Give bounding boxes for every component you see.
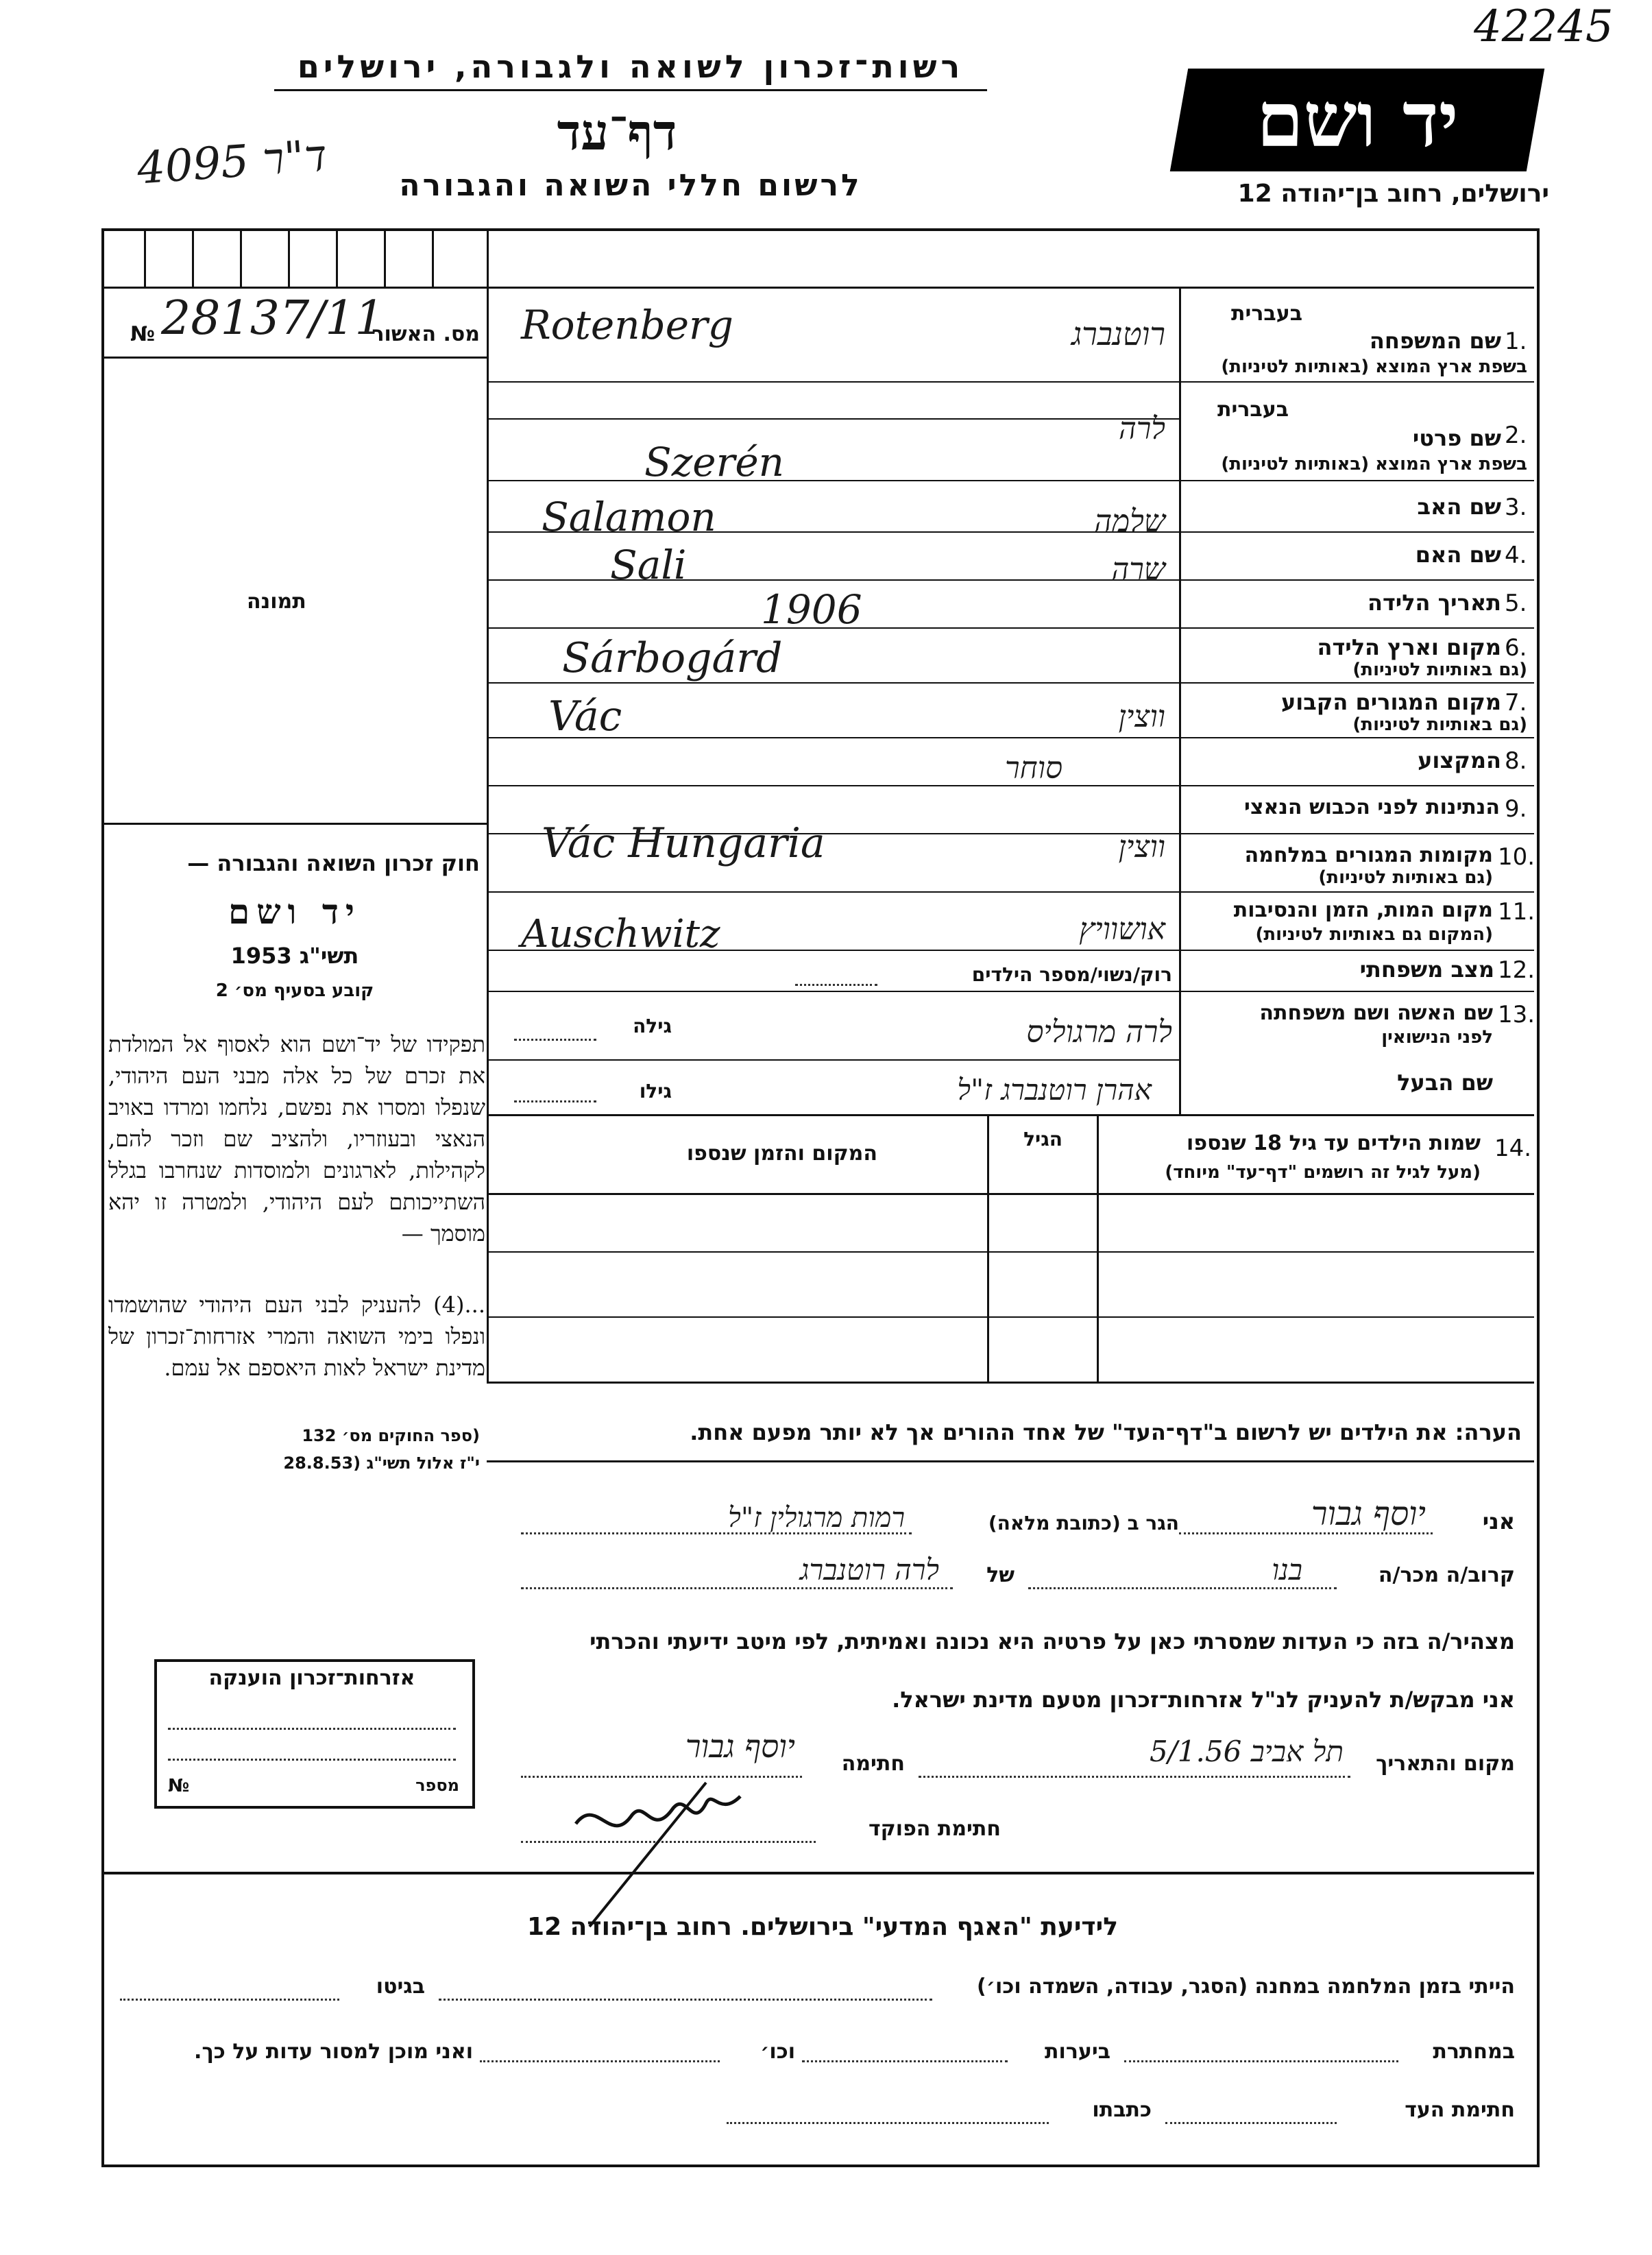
field-9-label: הנתינות לפני הכבוש הנאצי <box>1244 795 1500 819</box>
footer-underground-dots <box>1124 2060 1398 2062</box>
title-underline <box>274 89 987 91</box>
field-5-num: 5. <box>1505 590 1527 617</box>
label-sep-7 <box>1179 737 1534 738</box>
footer-forests-dots <box>802 2060 1008 2062</box>
field-12-inline-label: רוק/נשוי/מספר הילדים <box>971 963 1172 986</box>
field-11-value-hebrew: אושוויץ <box>1079 912 1165 947</box>
law-clause: קובע בסעיף מס׳ 2 <box>215 980 374 1001</box>
registration-no-mark: № <box>130 322 156 346</box>
declaration-statement: מצהיר/ה בזה כי העדות שמסרתי כאן על פרטיה היא נכונה ואמיתית, לפי מיטב ידיעתי והכרתי <box>590 1628 1515 1654</box>
field-11-label: מקום המות, הזמן והנסיבות <box>1233 898 1493 922</box>
place-date-value: תל אביב 5/1.56 <box>1149 1735 1344 1768</box>
label-sep-3 <box>1179 531 1534 533</box>
field-1-num: 1. <box>1505 328 1527 355</box>
footer-forests-label: ביערות <box>1045 2040 1110 2064</box>
footer-etc-label: וכו׳ <box>760 2040 795 2064</box>
footer-ghetto-label: בגיטו <box>376 1975 425 1999</box>
registration-label: מס. האשור <box>372 322 480 346</box>
stamp-no-mark: № <box>168 1776 190 1796</box>
stamp-title: אזרחות־זכרון הוענקה <box>208 1666 415 1690</box>
form-title: דף־עד <box>557 103 677 161</box>
logo-address: ירושלים, רחוב בן־יהודה 12 <box>1237 180 1549 208</box>
footer-address-label: כתבתו <box>1092 2098 1152 2122</box>
footer-address-dots <box>727 2122 1049 2124</box>
children-label: שמות הילדים עד גיל 18 שנספו <box>1187 1131 1481 1155</box>
note-bottom-line <box>487 1460 1534 1462</box>
of-label: של <box>986 1563 1015 1587</box>
field-13-age2-label: גילו <box>639 1080 672 1102</box>
col-divider-main <box>487 231 489 1383</box>
field-2-num: 2. <box>1505 422 1527 449</box>
relation-label: קרוב/ה מכר/ה <box>1378 1563 1515 1587</box>
label-sep-10 <box>1179 891 1534 893</box>
field-12-num: 12. <box>1498 956 1535 984</box>
resides-value: רמות מרגולין ז"ל <box>728 1502 905 1534</box>
children-sub: (מעל לגיל זה רושמים "דף־עד" מיוחד) <box>1165 1162 1481 1183</box>
field-1-value-latin: Rotenberg <box>521 302 733 348</box>
footer-separator <box>104 1872 1534 1874</box>
declarant-label: אני <box>1482 1508 1515 1534</box>
field-3-value-hebrew: שלמה <box>1094 504 1165 539</box>
label-sep-6 <box>1179 682 1534 684</box>
field-13-value-husband: אהרן רוטנברג ז"ל <box>957 1073 1152 1107</box>
field-4-num: 4. <box>1505 542 1527 569</box>
of-value: לרה רוטנברג <box>799 1553 939 1587</box>
field-12-dotted-line <box>795 984 877 986</box>
field-11-sub: (המקום גם באותיות לטיניות) <box>1255 924 1493 945</box>
footer-camp-label: הייתי בזמן המלחמה במחנה (הסגר, עבודה, השמדה וכו׳) <box>977 1975 1515 1999</box>
children-place-col: המקום והזמן שנספו <box>686 1142 877 1166</box>
field-4-value-latin: Sali <box>610 542 687 588</box>
field-10-value-hebrew: ווצין <box>1118 830 1165 865</box>
field-2-value-latin: Szerén <box>644 439 785 485</box>
field-4-value-hebrew: שרה <box>1111 552 1165 587</box>
children-col-2 <box>987 1114 989 1382</box>
footer-witness-sig-dots <box>1165 2122 1337 2124</box>
logo-text: יד ושם <box>1256 75 1459 164</box>
grid-tick-5 <box>336 231 338 287</box>
field-6-label: מקום וארץ הלידה <box>1317 634 1501 660</box>
footer-etc-dots <box>480 2060 720 2062</box>
declaration-request: אני מבקש/ת להעניק לנ"ל אזרחות־זכרון מטעם מדינת ישראל. <box>892 1687 1515 1713</box>
label-sep-12 <box>1179 991 1534 992</box>
label-sep-9 <box>1179 833 1534 834</box>
grid-tick-6 <box>384 231 386 287</box>
children-bottom-line <box>487 1382 1534 1384</box>
field-2-label: שם פרטי <box>1412 425 1501 451</box>
authority-title: רשות־זכרון לשואה ולגבורה, ירושלים <box>297 48 964 85</box>
field-7-value-latin: Vác <box>548 692 622 740</box>
law-year: תשי"ג 1953 <box>230 943 359 969</box>
footer-camp-dots <box>439 1999 932 2001</box>
children-row-1 <box>487 1251 1534 1253</box>
field-13-num: 13. <box>1498 1001 1535 1028</box>
photo-label: תמונה <box>247 590 306 614</box>
children-age-col: הגיל <box>1023 1128 1062 1150</box>
stamp-dots-2 <box>168 1759 456 1761</box>
answer-line-13b <box>487 1114 1534 1116</box>
field-7-value-hebrew: ווצין <box>1118 699 1165 734</box>
footer-title: לידיעת "האגף המדעי" בירושלים. רחוב בן־יהודה 12 <box>527 1913 1118 1941</box>
law-title: חוק זכרון השואה והגבורה — <box>187 850 480 876</box>
field-6-num: 6. <box>1505 634 1527 662</box>
declarant-name: יוסף גבור <box>1311 1495 1426 1533</box>
place-date-label: מקום והתאריך <box>1376 1752 1515 1776</box>
field-7-num: 7. <box>1505 689 1527 716</box>
field-3-label: שם האב <box>1417 494 1501 520</box>
field-10-num: 10. <box>1498 843 1535 871</box>
field-1-hebrew-header: בעברית <box>1231 302 1302 326</box>
field-1-value-hebrew: רוטנברג <box>1071 315 1165 352</box>
label-sep-5 <box>1179 627 1534 629</box>
field-13-age2-dots <box>514 1100 596 1102</box>
field-4-label: שם האם <box>1415 542 1501 568</box>
yad-vashem-logo <box>1170 69 1544 171</box>
stamp-dots-1 <box>168 1728 456 1730</box>
children-col-1 <box>1097 1114 1099 1382</box>
field-7-sub: (גם באותיות לטיניות) <box>1352 714 1527 735</box>
grid-tick-2 <box>192 231 194 287</box>
answer-line-6 <box>487 682 1179 684</box>
footer-underground-label: במחתרת <box>1433 2040 1515 2064</box>
field-10-value-latin: Vác Hungaria <box>542 819 825 867</box>
label-sep-11 <box>1179 950 1534 951</box>
grid-top-line <box>104 287 1534 289</box>
field-3-num: 3. <box>1505 494 1527 521</box>
field-2-hebrew-header: בעברית <box>1217 398 1289 422</box>
children-row-2 <box>487 1316 1534 1318</box>
field-2-sub: בשפת ארץ המוצא (באותיות לטיניות) <box>1221 454 1527 474</box>
stamp-number-label: מספר <box>415 1776 459 1795</box>
handwritten-number: 4095 ד"ר <box>135 130 329 195</box>
field-9-num: 9. <box>1505 795 1527 823</box>
field-11-value-latin: Auschwitz <box>521 912 720 956</box>
law-source: (ספר החוקים מס׳ 132 <box>302 1426 480 1445</box>
grid-tick-1 <box>144 231 146 287</box>
corner-number: 42245 <box>1474 1 1614 52</box>
answer-line-2b <box>487 480 1179 481</box>
law-date: י"ז אלול תשי"ג (28.8.53 <box>283 1454 480 1473</box>
field-13-husband-label: שם הבעל <box>1397 1070 1493 1096</box>
photo-bottom-line <box>104 823 487 825</box>
field-8-label: המקצוע <box>1418 747 1501 773</box>
field-13-sub: לפני הנישואין <box>1381 1027 1493 1048</box>
label-sep-8 <box>1179 785 1534 786</box>
field-11-num: 11. <box>1498 898 1535 926</box>
field-13-age-label: גילה <box>633 1015 672 1037</box>
resides-label: הגר ב (כתובת מלאה) <box>988 1512 1179 1534</box>
place-date-dots <box>919 1776 1350 1778</box>
registration-line <box>104 357 487 359</box>
signature-value: יוסף גבור <box>685 1728 795 1765</box>
footer-witness-sig-label: חתימת העד <box>1405 2098 1515 2122</box>
grid-tick-3 <box>240 231 242 287</box>
of-dots <box>521 1587 953 1589</box>
field-8-num: 8. <box>1505 747 1527 775</box>
officer-signature-scribble <box>535 1769 781 1933</box>
field-5-label: תאריך הלידה <box>1367 590 1501 616</box>
law-text-clause4: ...(4) להעניק לבני העם היהודי שהושמדו ונפלו בימי השואה והמרי אזרחות־זכרון של מדינת ישראל לאות היאספם אל עמם. <box>108 1292 485 1381</box>
footer-ghetto-dots <box>120 1999 339 2001</box>
field-13-value-wife: לרה מרגוליס <box>1026 1015 1172 1050</box>
officer-label: חתימת הפוקד <box>868 1817 1001 1841</box>
footer-testimony-label: ואני מוכן למסור עדות על כך. <box>194 2040 473 2064</box>
grid-tick-4 <box>288 231 290 287</box>
law-text-main: תפקידו של יד־ושם הוא לאסוף אל המולדת את זכרם של כל אלה מבני העם היהודי, שנפלו ומסרו את נפשם, נלחמו ומרדו באויב הנאצי ובעוזריו, ולהציב שם וזכר להם, לקהילות, לארגונים ולמוסדות שנחרבו בגלל השתייכותם לעם היהודי, ולמטרה זו יהא מוסמך — <box>108 1031 485 1246</box>
form-subtitle: לרשום חללי השואה והגבורה <box>399 168 862 203</box>
field-10-label: מקומות המגורים במלחמה <box>1244 843 1493 867</box>
relation-value: בנו <box>1272 1553 1302 1587</box>
answer-line-13a <box>487 1059 1179 1061</box>
field-8-value: סוחר <box>1005 751 1062 786</box>
answer-line-12 <box>487 991 1179 992</box>
label-sep-4 <box>1179 579 1534 581</box>
field-5-value: 1906 <box>761 586 862 633</box>
registration-number: 28137/11 <box>161 291 385 346</box>
answer-line-10 <box>487 891 1179 893</box>
signature-label: חתימה <box>841 1752 905 1776</box>
field-13-label: שם האשה ושם משפחתה <box>1259 1001 1493 1025</box>
law-logo: יד ושם <box>228 891 361 932</box>
field-3-value-latin: Salamon <box>542 494 716 540</box>
field-7-label: מקום המגורים הקבוע <box>1280 689 1501 715</box>
field-10-sub: (גם באותיות לטיניות) <box>1318 867 1493 888</box>
field-2-value-hebrew: לרה <box>1119 411 1165 446</box>
field-1-label: שם המשפחה <box>1369 328 1501 354</box>
grid-tick-7 <box>432 231 434 287</box>
field-6-value: Sárbogárd <box>562 634 783 682</box>
answer-line-8 <box>487 785 1179 786</box>
children-header-line <box>487 1193 1534 1195</box>
answer-line-1 <box>487 381 1179 383</box>
label-sep-2 <box>1179 480 1534 481</box>
field-1-sub: בשפת ארץ המוצא (באותיות לטיניות) <box>1221 357 1527 377</box>
children-num: 14. <box>1494 1135 1532 1162</box>
label-sep-1 <box>1179 381 1534 383</box>
children-note: הערה: את הילדים יש לרשום ב"דף־העד" של אחד ההורים אך לא יותר מפעם אחת. <box>690 1419 1522 1445</box>
relation-dots <box>1028 1587 1337 1589</box>
field-12-label: מצב משפחתי <box>1359 956 1494 982</box>
field-6-sub: (גם באותיות לטיניות) <box>1352 660 1527 680</box>
field-13-age-dots <box>514 1039 596 1041</box>
